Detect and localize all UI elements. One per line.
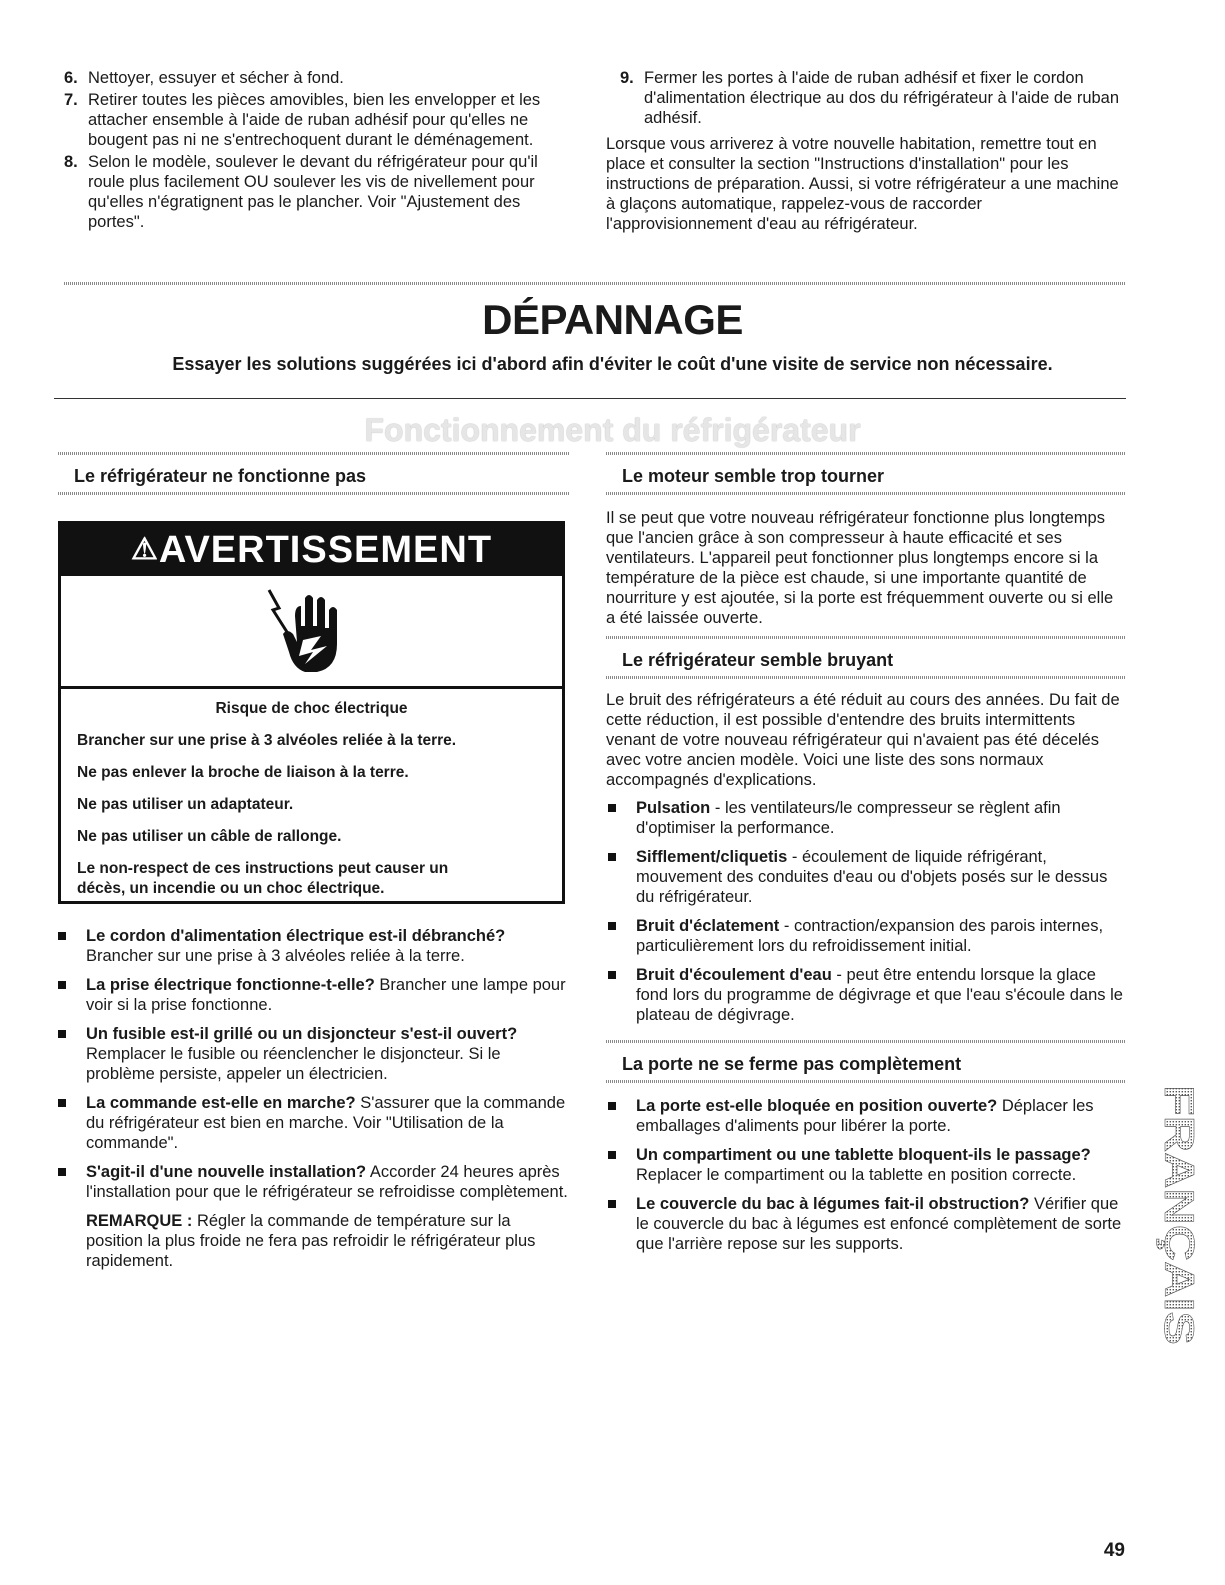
list-item — [606, 1194, 1126, 1254]
step-item — [64, 90, 574, 150]
step-text: Selon le modèle, soulever le devant du réfrigérateur pour qu'il roule plus facilement OU soulever les vis de nivellement pour qu'elles n'égratignent pas le plancher. Voir "Ajustement des portes". — [88, 153, 538, 231]
list-item — [56, 1024, 570, 1084]
step-item — [64, 68, 574, 88]
numbered-steps-right — [606, 68, 1126, 128]
numbered-steps — [64, 68, 574, 232]
answer-text: Déplacer les emballages d'aliments pour libérer la porte. — [636, 1097, 1094, 1135]
warning-body — [61, 689, 562, 899]
step-number: 8. — [64, 153, 78, 171]
step-item — [606, 68, 1126, 128]
answer-text: Accorder 24 heures après l'installation pour que le réfrigérateur se refroidisse complètement. — [86, 1163, 568, 1201]
left-troubleshoot-list — [56, 926, 570, 1271]
step-text: Fermer les portes à l'aide de ruban adhésif et fixer le cordon d'alimentation électrique au dos du réfrigérateur à l'aide de ruban adhésif. — [644, 69, 1120, 127]
warning-header — [61, 524, 562, 576]
note-label: REMARQUE : — [86, 1212, 193, 1230]
list-item — [606, 916, 1126, 956]
electric-shock-icon — [61, 576, 562, 689]
sound-desc: - écoulement de liquide réfrigérant, mouvement des conduites d'eau ou d'objets posés sur le dessus du réfrigérateur. — [636, 848, 1108, 906]
door-section — [606, 1096, 1126, 1263]
moving-steps-left — [64, 68, 574, 234]
step-text: Nettoyer, essuyer et sécher à fond. — [88, 69, 344, 87]
warning-line: Le non-respect de ces instructions peut causer un décès, un incendie ou un choc électrique. — [77, 860, 449, 897]
sound-term: Sifflement/cliquetis — [636, 848, 788, 866]
warning-triangle-icon: ⚠ — [130, 533, 159, 566]
list-item — [56, 1093, 570, 1153]
question-text: S'agit-il d'une nouvelle installation? — [86, 1163, 367, 1181]
warning-line: Ne pas utiliser un câble de rallonge. — [77, 828, 342, 845]
sound-desc: - les ventilateurs/le compresseur se règlent afin d'optimiser la performance. — [636, 799, 1061, 837]
moving-paragraph: Lorsque vous arriverez à votre nouvelle habitation, remettre tout en place et consulter la section "Instructions d'installation" pour les instructions de préparation. Aussi, si votre réfrigérateur a une machine à glaçons automatique, rappelez-vous de raccorder l'approvisionnement d'eau au réfrigérateur. — [606, 135, 1119, 233]
note — [86, 1211, 570, 1271]
bullet-list — [56, 926, 570, 1202]
warning-header-text: AVERTISSEMENT — [158, 529, 493, 571]
subheading-noisy: Le réfrigérateur semble bruyant — [622, 650, 894, 670]
step-number: 9. — [620, 69, 634, 87]
step-item — [64, 152, 574, 232]
answer-text: S'assurer que la commande du réfrigérateur est bien en marche. Voir "Utilisation de la commande". — [86, 1094, 566, 1152]
divider — [606, 492, 1126, 495]
list-item — [606, 965, 1126, 1025]
divider — [606, 676, 1126, 679]
list-item — [606, 1145, 1126, 1185]
answer-text: Remplacer le fusible ou réenclencher le disjoncteur. Si le problème persiste, appeler un électricien. — [86, 1045, 501, 1083]
list-item — [606, 847, 1126, 907]
divider — [606, 636, 1126, 639]
step-text: Retirer toutes les pièces amovibles, bien les envelopper et les attacher ensemble à l'aide de ruban adhésif pour qu'elles ne bougent pas ni ne s'entrechoquent durant le déménagement. — [88, 91, 541, 149]
motor-text — [606, 508, 1126, 628]
question-text: La prise électrique fonctionne-t-elle? — [86, 976, 375, 994]
answer-text: Brancher sur une prise à 3 alvéoles reliée à la terre. — [86, 947, 465, 965]
list-item — [56, 926, 570, 966]
divider — [58, 492, 570, 495]
noise-section — [606, 690, 1126, 1034]
question-text: Le couvercle du bac à légumes fait-il obstruction? — [636, 1195, 1030, 1213]
question-text: Le cordon d'alimentation électrique est-il débranché? — [86, 927, 506, 945]
sound-term: Pulsation — [636, 799, 711, 817]
page-number: 49 — [1103, 1540, 1125, 1561]
answer-text: Vérifier que le couvercle du bac à légumes est enfoncé complètement de sorte que l'arrière repose sur les supports. — [636, 1195, 1122, 1253]
warning-line: Brancher sur une prise à 3 alvéoles reliée à la terre. — [77, 732, 457, 749]
divider — [606, 1080, 1126, 1083]
answer-text: Replacer le compartiment ou la tablette en position correcte. — [636, 1166, 1077, 1184]
subheading-door: La porte ne se ferme pas complètement — [622, 1054, 962, 1074]
divider — [54, 398, 1126, 399]
door-list — [606, 1096, 1126, 1254]
language-side-tab — [1153, 1085, 1201, 1350]
step-number: 7. — [64, 91, 78, 109]
list-item — [606, 798, 1126, 838]
question-text: La porte est-elle bloquée en position ouverte? — [636, 1097, 998, 1115]
noise-list — [606, 798, 1126, 1025]
section-title: Fonctionnement du réfrigérateur — [364, 412, 861, 448]
sound-term: Bruit d'écoulement d'eau — [636, 966, 832, 984]
question-text: La commande est-elle en marche? — [86, 1094, 356, 1112]
moving-steps-right — [606, 68, 1126, 234]
divider — [58, 452, 570, 455]
list-item — [56, 975, 570, 1015]
warning-line: Ne pas utiliser un adaptateur. — [77, 796, 294, 813]
warning-line: Risque de choc électrique — [215, 700, 408, 717]
divider — [64, 282, 1126, 285]
subheading-motor: Le moteur semble trop tourner — [622, 466, 885, 486]
motor-paragraph: Il se peut que votre nouveau réfrigérateur fonctionne plus longtemps que l'ancien grâce à son compresseur à haute efficacité et ses ventilateurs. L'appareil peut fonctionner plus longtemps encore si la température de la pièce est chaude, si une importante quantité de nourriture y est ajoutée, si la porte est fréquemment ouverte ou si elle a été laissée ouverte. — [606, 509, 1114, 627]
subheading-not-working: Le réfrigérateur ne fonctionne pas — [74, 466, 367, 486]
sound-term: Bruit d'éclatement — [636, 917, 780, 935]
list-item — [606, 1096, 1126, 1136]
list-item — [56, 1162, 570, 1202]
warning-box — [58, 521, 565, 904]
page-title: DÉPANNAGE — [482, 296, 743, 343]
warning-line: Ne pas enlever la broche de liaison à la terre. — [77, 764, 409, 781]
intro-text: Essayer les solutions suggérées ici d'abord afin d'éviter le coût d'une visite de service non nécessaire. — [172, 354, 1053, 374]
divider — [606, 452, 1126, 455]
sound-desc: - contraction/expansion des parois internes, particulièrement lors du refroidissement initial. — [636, 917, 1104, 955]
question-text: Un compartiment ou une tablette bloquent-ils le passage? — [636, 1146, 1091, 1164]
question-text: Un fusible est-il grillé ou un disjoncteur s'est-il ouvert? — [86, 1025, 518, 1043]
noise-paragraph: Le bruit des réfrigérateurs a été réduit au cours des années. Du fait de cette réduction, il est possible d'entendre des bruits intermittents venant de votre nouveau réfrigérateur qui n'avaient pas été décelés avec votre ancien modèle. Voici une liste des sons normaux accompagnés d'explications. — [606, 691, 1120, 789]
sound-desc: - peut être entendu lorsque la glace fond lors du programme de dégivrage et que l'eau s'écoule dans le plateau de dégivrage. — [636, 966, 1123, 1024]
side-tab-text: FRANÇAIS — [1156, 1085, 1201, 1302]
step-number: 6. — [64, 69, 78, 87]
answer-text: Brancher une lampe pour voir si la prise fonctionne. — [86, 976, 566, 1014]
divider — [606, 1040, 1126, 1043]
note-text: Régler la commande de température sur la position la plus froide ne fera pas refroidir le réfrigérateur plus rapidement. — [86, 1212, 536, 1270]
